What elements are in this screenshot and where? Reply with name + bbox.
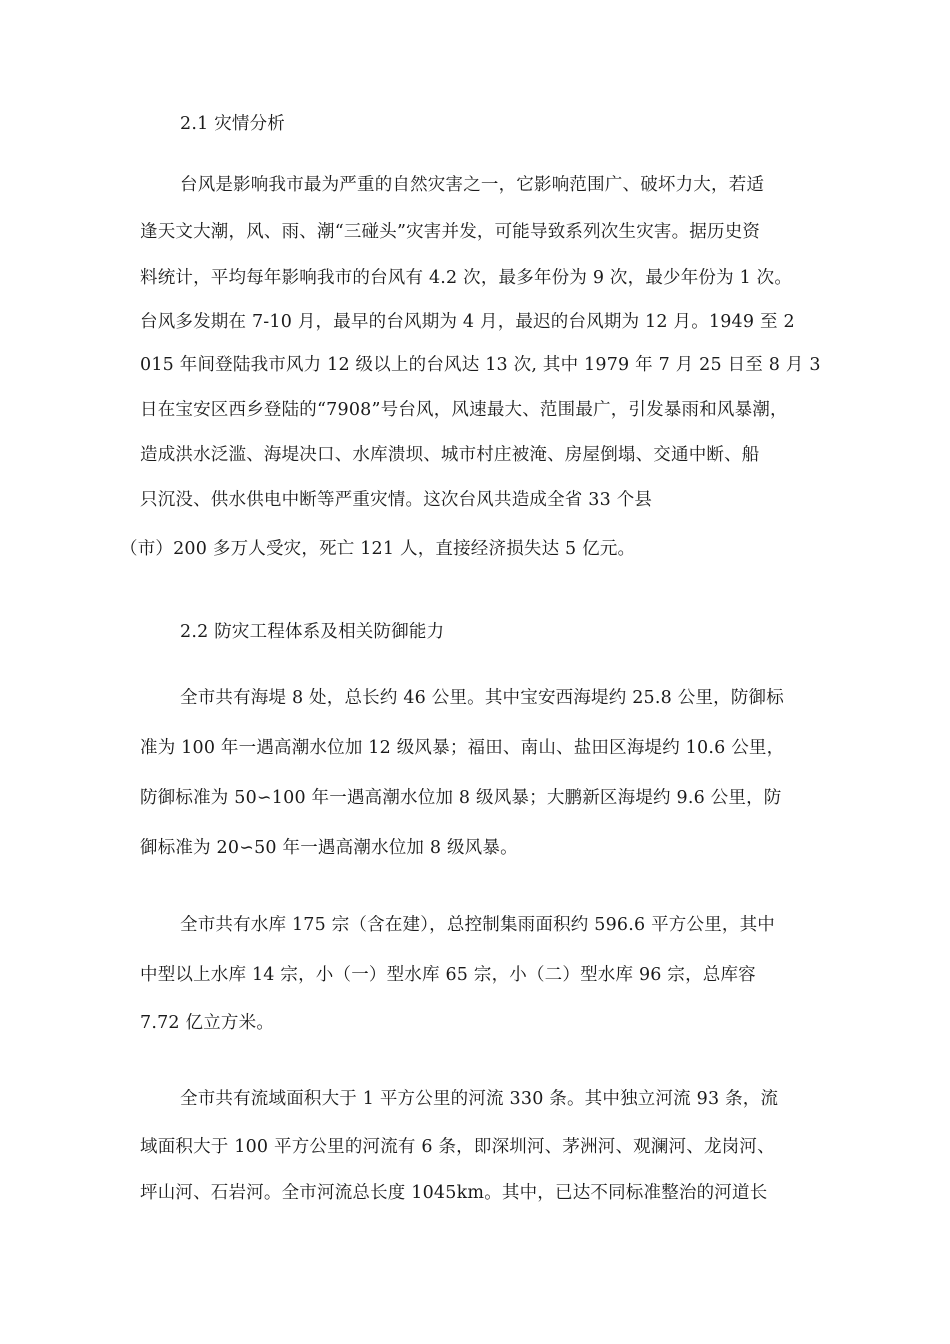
paragraph-line: 防御标准为 50∽100 年一遇高潮水位加 8 级风暴；大鹏新区海堤约 9.6 公里，防 (140, 788, 782, 808)
paragraph-line: 全市共有水库 175 宗（含在建），总控制集雨面积约 596.6 平方公里，其中 (180, 915, 775, 935)
paragraph-line: 台风多发期在 7-10 月，最早的台风期为 4 月，最迟的台风期为 12 月。1949 至 2 (140, 312, 795, 332)
section-heading-2-2: 2.2 防灾工程体系及相关防御能力 (180, 622, 445, 642)
paragraph-line: 全市共有流域面积大于 1 平方公里的河流 330 条。其中独立河流 93 条，流 (180, 1089, 779, 1109)
paragraph-line: （市）200 多万人受灾，死亡 121 人，直接经济损失达 5 亿元。 (120, 539, 636, 559)
paragraph-line: 御标准为 20∽50 年一遇高潮水位加 8 级风暴。 (140, 838, 518, 858)
paragraph-line: 坪山河、石岩河。全市河流总长度 1045km。其中，已达不同标准整治的河道长 (140, 1183, 768, 1203)
section-heading-2-1: 2.1 灾情分析 (180, 114, 285, 134)
paragraph-line: 逢天文大潮，风、雨、潮“三碰头”灾害并发，可能导致系列次生灾害。据历史资 (140, 222, 761, 242)
paragraph-line: 台风是影响我市最为严重的自然灾害之一，它影响范围广、破坏力大，若适 (180, 175, 765, 195)
paragraph-line: 只沉没、供水供电中断等严重灾情。这次台风共造成全省 33 个县 (140, 490, 653, 510)
paragraph-line: 日在宝安区西乡登陆的“7908”号台风，风速最大、范围最广，引发暴雨和风暴潮， (140, 400, 788, 420)
paragraph-line: 中型以上水库 14 宗，小（一）型水库 65 宗，小（二）型水库 96 宗，总库容 (140, 965, 756, 985)
paragraph-line: 准为 100 年一遇高潮水位加 12 级风暴；福田、南山、盐田区海堤约 10.6 公里， (140, 738, 785, 758)
paragraph-line: 造成洪水泛滥、海堤决口、水库溃坝、城市村庄被淹、房屋倒塌、交通中断、船 (140, 445, 760, 465)
paragraph-line: 7.72 亿立方米。 (140, 1013, 275, 1033)
paragraph-line: 全市共有海堤 8 处，总长约 46 公里。其中宝安西海堤约 25.8 公里，防御标 (180, 688, 784, 708)
paragraph-line: 域面积大于 100 平方公里的河流有 6 条，即深圳河、茅洲河、观澜河、龙岗河、 (140, 1137, 775, 1157)
paragraph-line: 015 年间登陆我市风力 12 级以上的台风达 13 次, 其中 1979 年 7 月 25 日至 8 月 3 (140, 355, 821, 375)
paragraph-line: 料统计，平均每年影响我市的台风有 4.2 次，最多年份为 9 次，最少年份为 1 次。 (140, 268, 793, 288)
